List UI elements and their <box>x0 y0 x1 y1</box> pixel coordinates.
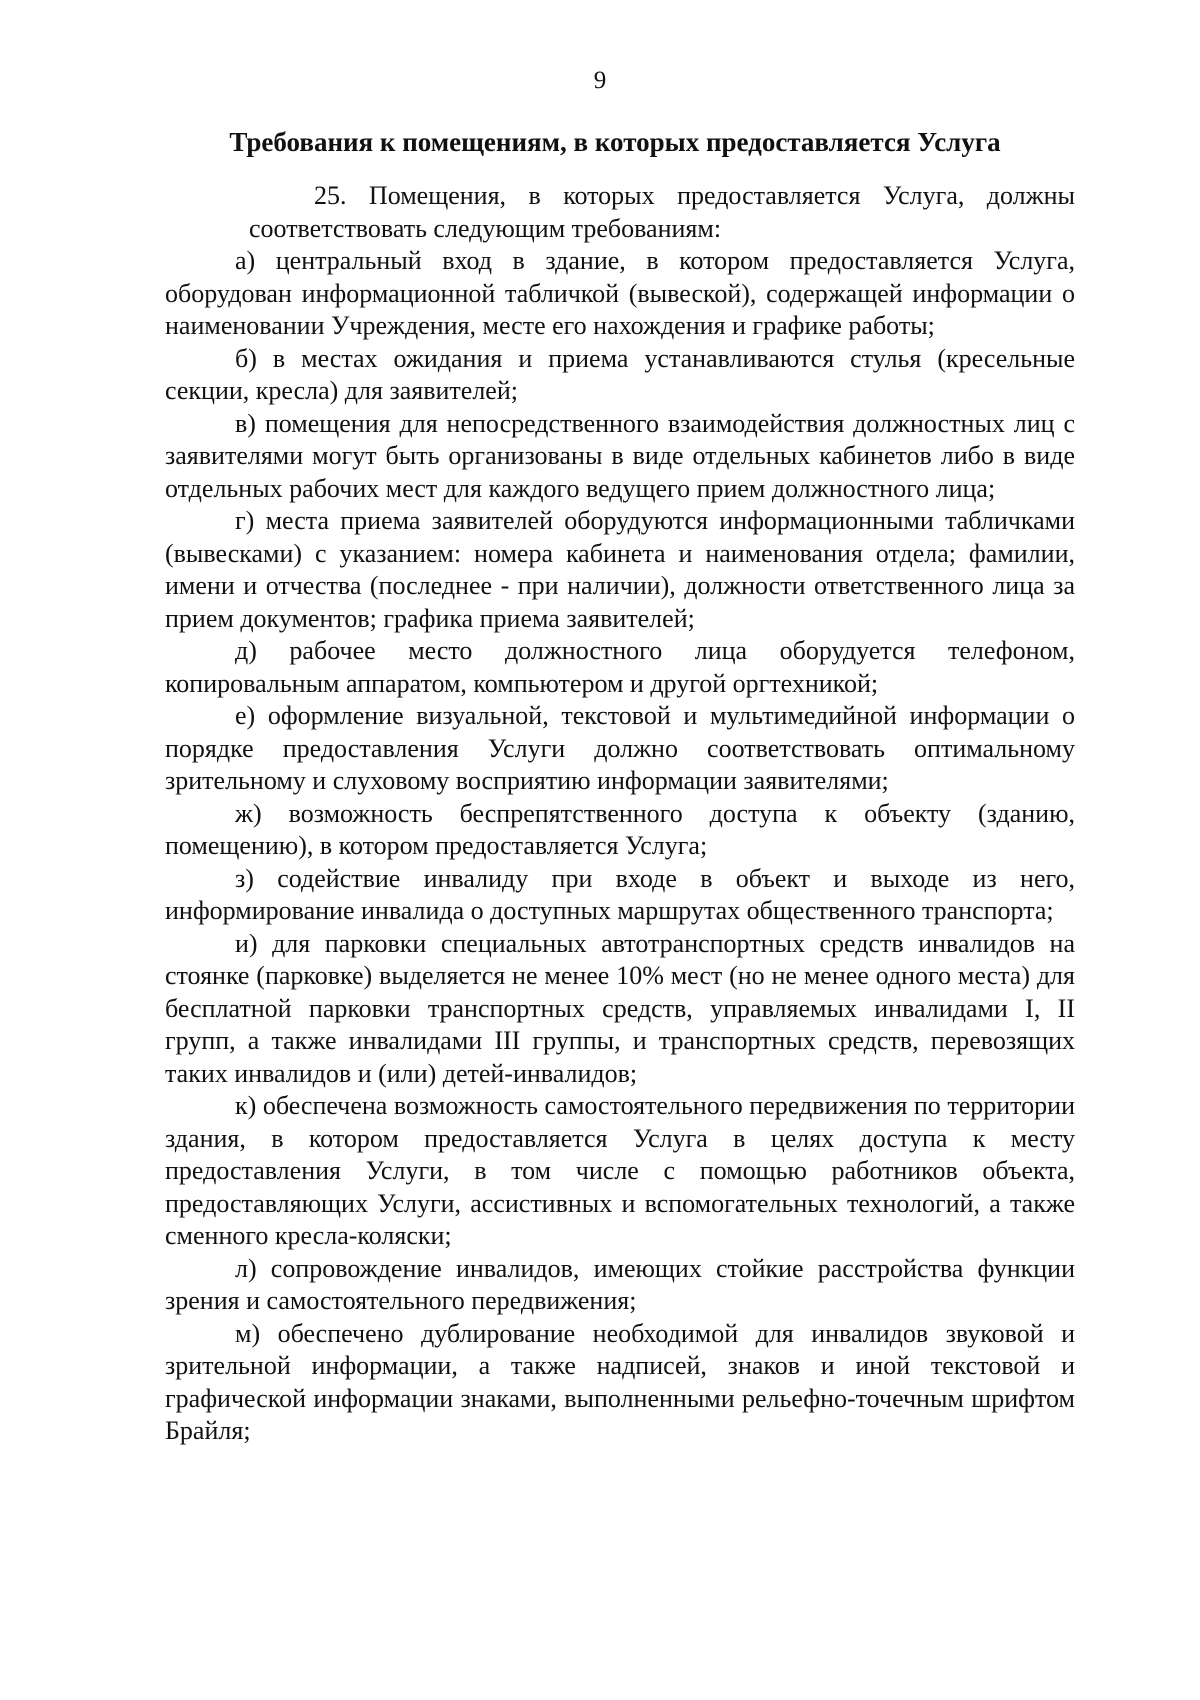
page-number: 9 <box>593 67 607 94</box>
list-item-d: д) рабочее место должностного лица оборудуется телефоном, копировальным аппаратом, компьютером и другой оргтехникой; <box>165 636 1075 698</box>
list-item-k: к) обеспечена возможность самостоятельного передвижения по территории здания, в котором предоставляется Услуга в целях доступа к месту предоставления Услуги, в том числе с помощью работников объекта, предоставляющих Услуги, ассистивных и вспомогательных технологий, а также сменного кресла-коляски; <box>165 1091 1075 1250</box>
list-item-zh: ж) возможность беспрепятственного доступа к объекту (зданию, помещению), в котором предоставляется Услуга; <box>165 798 1075 860</box>
list-item-a: а) центральный вход в здание, в котором предоставляется Услуга, оборудован информационной табличкой (вывеской), содержащей информации о наименовании Учреждения, месте его нахождения и графике работы; <box>165 246 1075 340</box>
list-item-m: м) обеспечено дублирование необходимой для инвалидов звуковой и зрительной информации, а также надписей, знаков и иной текстовой и графической информации знаками, выполненными рельефно-точечным шрифтом Брайля; <box>165 1318 1075 1445</box>
paragraph-25: 25. Помещения, в которых предоставляется Услуга, должны соответствовать следующим требованиям: <box>249 181 1075 243</box>
list-item-i: и) для парковки специальных автотранспортных средств инвалидов на стоянке (парковке) выделяется не менее 10% мест (но не менее одного места) для бесплатной парковки транспортных средств, управляемых инвалидами I, II групп, а также инвалидами III группы, и транспортных средств, перевозящих таких инвалидов и (или) детей-инвалидов; <box>165 928 1075 1088</box>
document-body <box>165 180 1075 1448</box>
list-item-b: б) в местах ожидания и приема устанавливаются стулья (кресельные секции, кресла) для заявителей; <box>165 343 1075 405</box>
list-item-g: г) места приема заявителей оборудуются информационными табличками (вывесками) с указанием: номера кабинета и наименования отдела; фамилии, имени и отчества (последнее - при наличии), должности ответственного лица за прием документов; графика приема заявителей; <box>165 506 1075 633</box>
list-item-e: е) оформление визуальной, текстовой и мультимедийной информации о порядке предоставления Услуги должно соответствовать оптимальному зрительному и слуховому восприятию информации заявителями; <box>165 701 1075 795</box>
list-item-l: л) сопровождение инвалидов, имеющих стойкие расстройства функции зрения и самостоятельного передвижения; <box>165 1253 1075 1315</box>
list-item-z: з) содействие инвалиду при входе в объект и выходе из него, информирование инвалида о доступных маршрутах общественного транспорта; <box>165 863 1075 925</box>
list-item-v: в) помещения для непосредственного взаимодействия должностных лиц с заявителями могут быть организованы в виде отдельных кабинетов либо в виде отдельных рабочих мест для каждого ведущего прием должностного лица; <box>165 408 1075 503</box>
section-heading: Требования к помещениям, в которых предоставляется Услуга <box>229 127 1001 157</box>
